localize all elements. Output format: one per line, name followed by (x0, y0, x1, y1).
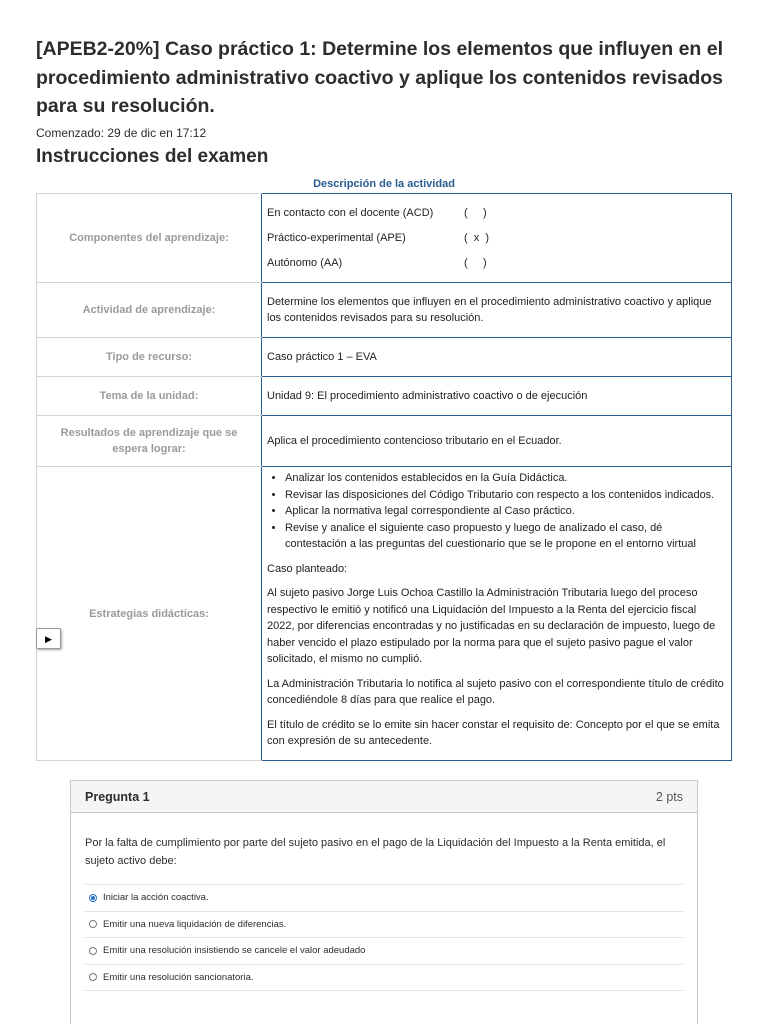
unit-topic-label: Tema de la unidad: (37, 377, 262, 416)
components-label: Componentes del aprendizaje: (37, 194, 262, 283)
component-acd (267, 201, 726, 226)
radio-icon[interactable] (89, 973, 97, 981)
answer-label: Emitir una resolución sancionatoria. (103, 971, 254, 983)
answer-label: Emitir una resolución insistiendo se cancele el valor adeudado (103, 945, 366, 957)
unit-topic-value: Unidad 9: El procedimiento administrativo coactivo o de ejecución (262, 377, 732, 416)
started-timestamp: Comenzado: 29 de dic en 17:12 (36, 126, 207, 140)
expected-results-value: Aplica el procedimiento contencioso tributario en el Ecuador. (262, 416, 732, 467)
instructions-heading: Instrucciones del examen (36, 146, 269, 167)
component-name: En contacto con el docente (ACD) (267, 206, 434, 219)
row-components (37, 194, 732, 283)
activity-caption: Descripción de la actividad (313, 178, 455, 190)
case-paragraph: Al sujeto pasivo Jorge Luis Ochoa Castillo la Administración Tributaria luego del proceso respectivo le emitió y notificó una Liquidación del Impuesto a la Renta del ejercicio fiscal 2022, por diferencias encontradas y no justificadas en su declaración de impuesto, luego de haber vencido el plazo estipulado por la norma para que el sujeto pasivo pague el valor solicitado, el mismo no cumplió. (267, 587, 716, 665)
case-paragraph: El título de crédito se lo emite sin hacer constar el requisito de: Concepto por el que se emita con expresión de su antecedente. (267, 718, 720, 747)
row-strategies (37, 467, 732, 761)
component-ape (267, 226, 726, 251)
question-header (71, 781, 697, 813)
row-unit-topic (37, 377, 732, 416)
strategy-item: • Revisar las disposiciones del Código Tributario con respecto a los contenidos indicados. (285, 487, 726, 504)
component-mark: ( ) (464, 206, 487, 219)
resource-type-value: Caso práctico 1 – EVA (262, 338, 732, 377)
question-points: 2 pts (655, 789, 683, 804)
question-card (70, 780, 698, 1024)
answer-option[interactable] (85, 885, 683, 912)
answer-option[interactable] (85, 938, 683, 965)
strategies-label: Estrategias didácticas: (37, 467, 262, 761)
answer-label: Emitir una nueva liquidación de diferencias. (103, 918, 287, 930)
strategy-item: • Aplicar la normativa legal correspondiente al Caso práctico. (285, 503, 726, 520)
radio-icon[interactable] (89, 920, 97, 928)
row-resource-type (37, 338, 732, 377)
strategies-value (262, 467, 732, 761)
row-learning-activity (37, 283, 732, 338)
learning-activity-label: Actividad de aprendizaje: (37, 283, 262, 338)
case-heading: Caso planteado: (267, 562, 348, 575)
radio-icon[interactable] (89, 947, 97, 955)
question-title: Pregunta 1 (85, 789, 150, 804)
strategy-list (267, 470, 726, 553)
answer-label: Iniciar la acción coactiva. (103, 892, 209, 904)
components-value (262, 194, 732, 283)
component-mark: ( x ) (464, 231, 490, 244)
quiz-title: [APEB2-20%] Caso práctico 1: Determine los elementos que influyen en el procedimiento administrativo coactivo y aplique los contenidos revisados para su resolución. (36, 38, 724, 117)
play-icon: ▶ (45, 634, 52, 644)
answer-option[interactable] (85, 912, 683, 939)
component-aa (267, 251, 726, 276)
question-text: Por la falta de cumplimiento por parte del sujeto pasivo en el pago de la Liquidación del Impuesto a la Renta emitida, el sujeto activo debe: (85, 837, 666, 867)
learning-activity-value: Determine los elementos que influyen en el procedimiento administrativo coactivo y aplique los contenidos revisados para su resolución. (262, 283, 732, 338)
radio-selected-icon[interactable] (89, 894, 97, 902)
case-paragraph: La Administración Tributaria lo notifica al sujeto pasivo con el correspondiente título de crédito concediéndole 8 días para que realice el pago. (267, 677, 724, 706)
component-name: Práctico-experimental (APE) (267, 231, 406, 244)
resource-type-label: Tipo de recurso: (37, 338, 262, 377)
row-expected-results (37, 416, 732, 467)
play-button[interactable] (36, 628, 61, 649)
expected-results-label: Resultados de aprendizaje que se espera lograr: (37, 416, 262, 467)
strategy-item: • Analizar los contenidos establecidos en la Guía Didáctica. (285, 470, 726, 487)
component-mark: ( ) (464, 256, 487, 269)
component-name: Autónomo (AA) (267, 256, 343, 269)
strategy-item: • Revise y analice el siguiente caso propuesto y luego de analizado el caso, dé contestación a las preguntas del cuestionario que se le propone en el entorno virtual (285, 520, 726, 553)
activity-table (36, 193, 732, 761)
answer-option[interactable] (85, 965, 683, 992)
answer-list (85, 884, 683, 991)
